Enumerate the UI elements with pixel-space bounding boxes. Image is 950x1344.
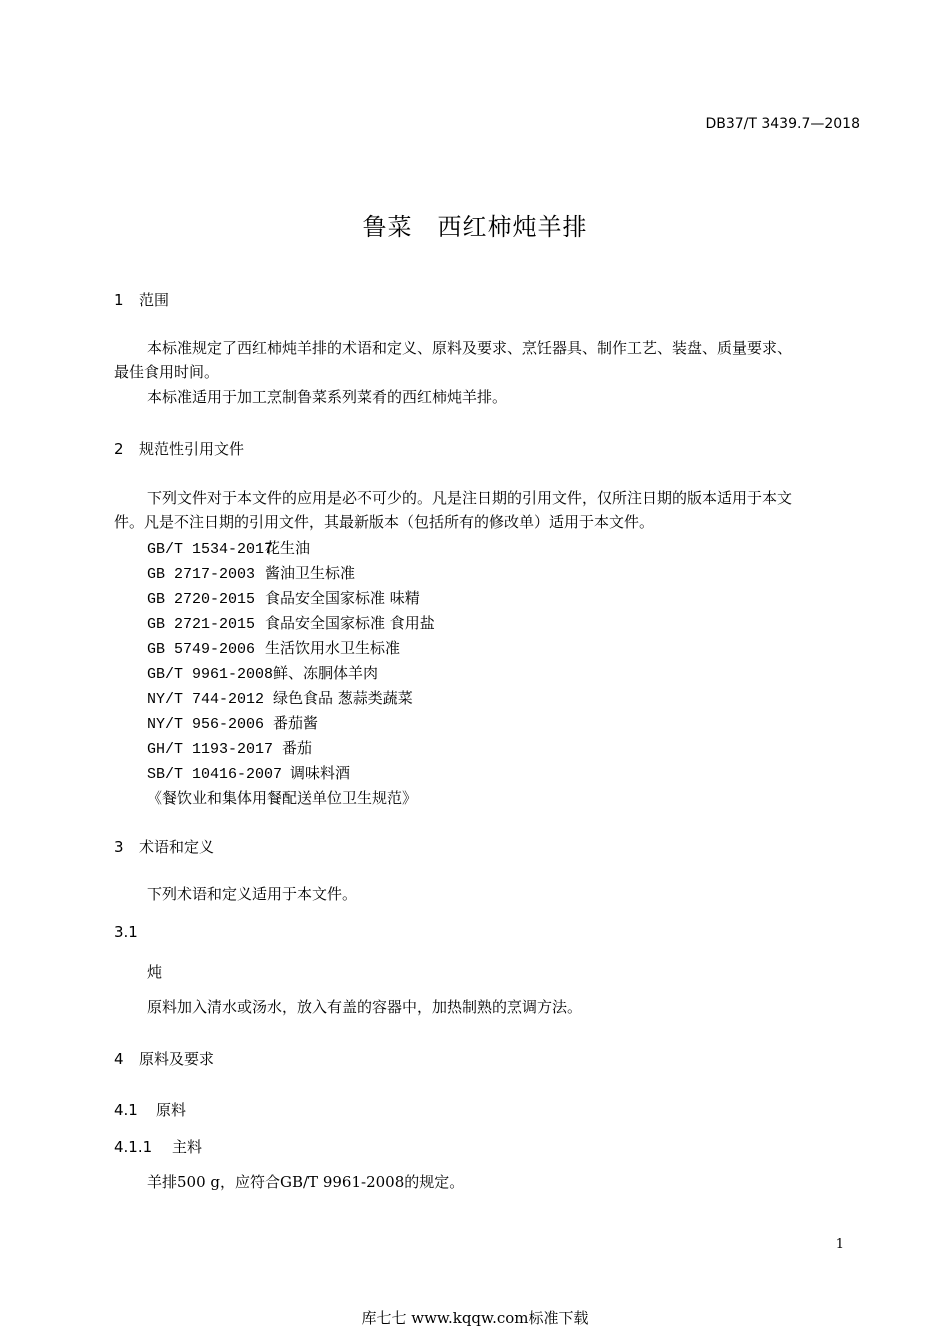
reference-item <box>147 712 318 733</box>
subsection-4-1-number: 4.1 <box>114 1101 138 1119</box>
reference-code: SB/T 10416-2007 <box>147 766 283 783</box>
section-2-number: 2 <box>114 440 124 458</box>
section-1-paragraph-1-line-2: 最佳食用时间。 <box>114 363 220 381</box>
reference-code: NY/T 956-2006 <box>147 716 265 733</box>
subsection-4-1-1-number: 4.1.1 <box>114 1138 153 1156</box>
section-3-title: 术语和定义 <box>139 838 215 856</box>
section-1-title: 范围 <box>139 291 170 309</box>
reference-code: GB 2717-2003 <box>147 566 256 583</box>
page-number: 1 <box>835 1237 844 1252</box>
footer-watermark: 库七七 www.kqqw.com标准下载 <box>361 1309 589 1327</box>
section-1-heading <box>114 289 169 310</box>
section-1-number: 1 <box>114 291 124 309</box>
subsection-3-1-number: 3.1 <box>114 923 138 941</box>
reference-code: GB 5749-2006 <box>147 641 256 658</box>
reference-title: 酱油卫生标准 <box>265 564 356 582</box>
section-1-paragraph-1-line-1: 本标准规定了西红柿炖羊排的术语和定义、原料及要求、烹饪器具、制作工艺、装盘、质量要求、 <box>147 339 793 357</box>
reference-title: 食品安全国家标准 食用盐 <box>265 614 435 632</box>
reference-item <box>147 762 350 783</box>
reference-item <box>147 537 310 558</box>
section-2-title: 规范性引用文件 <box>139 440 245 458</box>
reference-item <box>147 612 435 633</box>
reference-item <box>147 687 413 708</box>
reference-item-last: 《餐饮业和集体用餐配送单位卫生规范》 <box>147 789 418 807</box>
reference-item <box>147 562 355 583</box>
reference-title: 生活饮用水卫生标准 <box>265 639 401 657</box>
subsection-4-1-heading <box>114 1099 186 1120</box>
term-definition: 原料加入清水或汤水，放入有盖的容器中，加热制熟的烹调方法。 <box>147 998 583 1016</box>
section-2-paragraph-line-1: 下列文件对于本文件的应用是必不可少的。凡是注日期的引用文件，仅所注日期的版本适用于本文 <box>147 489 793 507</box>
subsection-4-1-1-title: 主料 <box>172 1138 203 1156</box>
section-1-paragraph-2: 本标准适用于加工烹制鲁菜系列菜肴的西红柿炖羊排。 <box>147 388 508 406</box>
section-4-number: 4 <box>114 1050 124 1068</box>
section-3-number: 3 <box>114 838 124 856</box>
reference-title: 调味料酒 <box>290 764 351 782</box>
reference-item <box>147 662 378 683</box>
reference-item <box>147 737 312 758</box>
section-4-heading <box>114 1048 214 1069</box>
subsection-4-1-1-heading <box>114 1136 202 1157</box>
section-2-heading <box>114 438 244 459</box>
reference-item <box>147 637 400 658</box>
section-3-paragraph: 下列术语和定义适用于本文件。 <box>147 885 358 903</box>
subsection-4-1-title: 原料 <box>156 1101 187 1119</box>
reference-code: GH/T 1193-2017 <box>147 741 274 758</box>
document-title: 鲁菜 西红柿炖羊排 <box>362 213 588 241</box>
reference-title: 鲜、冻胴体羊肉 <box>273 664 379 682</box>
reference-code: GB/T 9961-2008 <box>147 666 274 683</box>
section-4-paragraph: 羊排500 g，应符合GB/T 9961-2008的规定。 <box>147 1173 465 1191</box>
standard-code: DB37/T 3439.7—2018 <box>705 116 860 132</box>
section-4-title: 原料及要求 <box>139 1050 215 1068</box>
reference-item <box>147 587 420 608</box>
reference-title: 食品安全国家标准 味精 <box>265 589 420 607</box>
section-3-heading <box>114 836 214 857</box>
reference-code: GB 2721-2015 <box>147 616 256 633</box>
reference-code: NY/T 744-2012 <box>147 691 265 708</box>
reference-title: 番茄 <box>282 739 313 757</box>
reference-code: GB/T 1534-2017 <box>147 541 274 558</box>
reference-code: GB 2720-2015 <box>147 591 256 608</box>
term-name: 炖 <box>147 963 163 981</box>
reference-title: 花生油 <box>265 539 311 557</box>
reference-title: 番茄酱 <box>273 714 319 732</box>
reference-title: 绿色食品 葱蒜类蔬菜 <box>273 689 413 707</box>
section-2-paragraph-line-2: 件。凡是不注日期的引用文件，其最新版本（包括所有的修改单）适用于本文件。 <box>114 513 655 531</box>
